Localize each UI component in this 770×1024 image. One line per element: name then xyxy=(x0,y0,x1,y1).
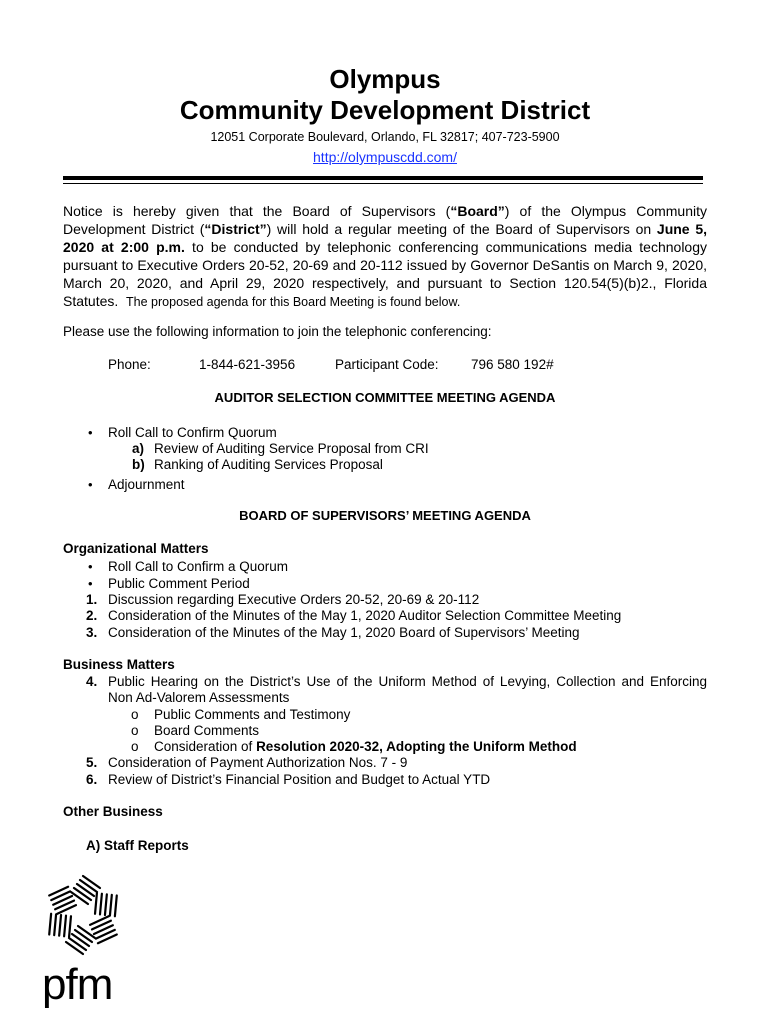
sub-label-b: b) xyxy=(132,457,145,472)
auditor-sub-b: Ranking of Auditing Services Proposal xyxy=(154,457,383,472)
biz-item-4-line1: Public Hearing on the District’s Use of the Uniform Method of Levying, Collection and Enforcing xyxy=(108,674,707,689)
phone-label: Phone: xyxy=(108,357,151,372)
item-number-5: 5. xyxy=(86,755,98,770)
org-item-roll-call: Roll Call to Confirm a Quorum xyxy=(108,559,289,574)
sub-bullet: o xyxy=(131,739,139,754)
organizational-matters-heading: Organizational Matters xyxy=(63,541,209,556)
auditor-agenda-heading: AUDITOR SELECTION COMMITTEE MEETING AGENDA xyxy=(214,390,556,405)
header-rule-thin xyxy=(63,183,703,184)
item-number-3: 3. xyxy=(86,625,98,640)
org-item-1: Discussion regarding Executive Orders 20-52, 20-69 & 20-112 xyxy=(108,592,480,607)
item-number-2: 2. xyxy=(86,608,98,623)
website-link[interactable]: http://olympuscdd.com/ xyxy=(313,149,457,165)
phone-number: 1-844-621-3956 xyxy=(199,357,296,372)
pfm-logo-text: pfm xyxy=(42,960,113,1009)
biz-sub-board-comments: Board Comments xyxy=(154,723,260,738)
staff-reports: A) Staff Reports xyxy=(86,838,189,853)
title-line-2: Community Development District xyxy=(179,95,591,125)
notice-paragraph: Notice is hereby given that the Board of Supervisors (“Board”) of the Olympus Community Development District (“District”) will hold a regular meeting of the Board of Supervisors on June 5, 2020 at 2:00 p.m. to be conducted by telephonic conferencing communications media technology pursuant to Executive Orders 20-52, 20-69 and 20-112 issued by Governor DeSantis on March 9, 2020, March 20, 2020, and April 29, 2020 respectively, and pursuant to Section 120.54(5)(b)2., Florida Statutes. The proposed agenda for this Board Meeting is found below. xyxy=(63,203,708,309)
biz-item-4-line2: Non Ad-Valorem Assessments xyxy=(108,690,290,705)
board-agenda-heading: BOARD OF SUPERVISORS’ MEETING AGENDA xyxy=(239,508,531,523)
pfm-logo-icon xyxy=(38,868,128,958)
bullet: • xyxy=(88,576,93,591)
item-number-1: 1. xyxy=(86,592,98,607)
biz-item-5: Consideration of Payment Authorization Nos. 7 - 9 xyxy=(108,755,408,770)
title-line-1: Olympus xyxy=(329,64,441,94)
join-instructions: Please use the following information to join the telephonic conferencing: xyxy=(63,324,492,339)
auditor-item-adjournment: Adjournment xyxy=(108,477,185,492)
org-item-public-comment: Public Comment Period xyxy=(108,576,250,591)
bullet: • xyxy=(88,425,93,440)
participant-code-label: Participant Code: xyxy=(335,357,439,372)
bullet: • xyxy=(88,559,93,574)
participant-code: 796 580 192# xyxy=(471,357,554,372)
sub-bullet: o xyxy=(131,707,139,722)
org-item-3: Consideration of the Minutes of the May 1, 2020 Board of Supervisors’ Meeting xyxy=(108,625,580,640)
biz-item-6: Review of District’s Financial Position and Budget to Actual YTD xyxy=(108,772,491,787)
address: 12051 Corporate Boulevard, Orlando, FL 32817; 407-723-5900 xyxy=(210,130,560,144)
auditor-sub-a: Review of Auditing Service Proposal from CRI xyxy=(154,441,429,456)
auditor-item-roll-call: Roll Call to Confirm Quorum xyxy=(108,425,277,440)
sub-label-a: a) xyxy=(132,441,145,456)
org-item-2: Consideration of the Minutes of the May 1, 2020 Auditor Selection Committee Meeting xyxy=(108,608,622,623)
header-rule-thick xyxy=(63,176,703,180)
business-matters-heading: Business Matters xyxy=(63,657,175,672)
biz-sub-public-comments: Public Comments and Testimony xyxy=(154,707,351,722)
item-number-6: 6. xyxy=(86,772,98,787)
other-business-heading: Other Business xyxy=(63,804,163,819)
sub-bullet: o xyxy=(131,723,139,738)
biz-sub-resolution: Consideration of Resolution 2020-32, Adopting the Uniform Method xyxy=(154,739,577,754)
item-number-4: 4. xyxy=(86,674,98,689)
bullet: • xyxy=(88,477,93,492)
